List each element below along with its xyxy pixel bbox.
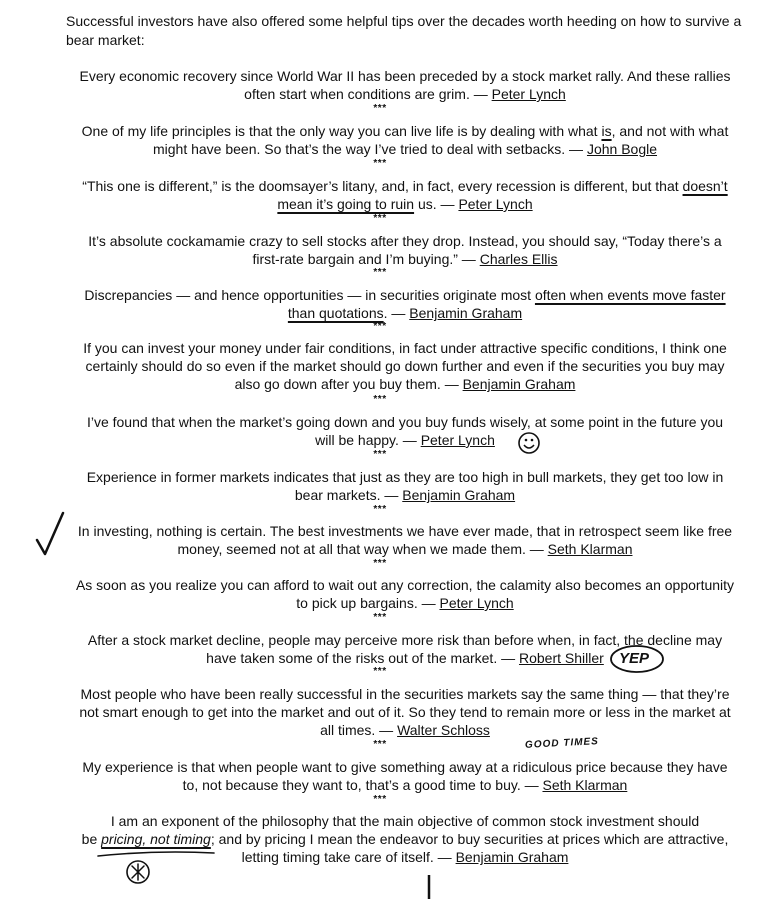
separator: *** <box>373 394 387 405</box>
separator: *** <box>373 739 387 750</box>
quote-walter-schloss: Most people who have been really successful in the securities markets say the same thing — that they’re not smart enough to get into the market and out of it. So they tend to remain more or less in the market at all times. — Walter Schloss <box>79 686 731 738</box>
checkmark-icon <box>34 510 66 556</box>
author-name: Peter Lynch <box>491 86 566 102</box>
quote-seth-klarman-1: In investing, nothing is certain. The best investments we have ever made, that in retrospect seem like free money, seemed not at all that way when we made them. — Seth Klarman <box>77 523 733 557</box>
quote-charles-ellis: It’s absolute cockamamie crazy to sell stocks after they drop. Instead, you should say, “Today there’s a first-rate bargain and I’m buying.” — Charles Ellis <box>88 233 722 267</box>
separator: *** <box>373 267 387 278</box>
quote-peter-lynch-1: Every economic recovery since World War II has been preceded by a stock market rally. And these rallies often start when conditions are grim. — Peter Lynch <box>79 68 731 102</box>
yep-annotation <box>609 644 665 674</box>
separator: *** <box>373 612 387 623</box>
author-name: Peter Lynch <box>458 196 533 212</box>
smiley-face-icon <box>517 431 541 455</box>
quote-benjamin-graham-3: Experience in former markets indicates that just as they are too high in bull markets, they get too low in bear markets. — Benjamin Graham <box>86 469 724 503</box>
author-name: Benjamin Graham <box>455 849 569 865</box>
separator: *** <box>373 504 387 515</box>
quote-benjamin-graham-1: Discrepancies — and hence opportunities — in securities originate most often when events move faster than quotations. — Benjamin Graham <box>84 287 726 321</box>
quote-benjamin-graham-2: If you can invest your money under fair conditions, in fact under attractive specific conditions, I think one certainly should do so even if the market should go down further and even if the securities you buy may also go down after you buy them. — Benjamin Graham <box>83 340 727 392</box>
handwritten-underline: doesn’t <box>682 178 728 194</box>
author-name: Seth Klarman <box>542 777 628 793</box>
separator: *** <box>373 558 387 569</box>
vertical-line-mark <box>426 874 432 900</box>
separator: *** <box>373 103 387 114</box>
good-times-annotation: GOOD TIMES <box>524 736 600 751</box>
separator: *** <box>373 666 387 677</box>
handwritten-underline: pricing, not timing <box>101 831 211 847</box>
author-name: Benjamin Graham <box>462 376 576 392</box>
quote-benjamin-graham-4: I am an exponent of the philosophy that the main objective of common stock investment should be pricing, not timing; and by pricing I mean the endeavor to buy securities at prices which are attractive, letting timing take care of itself. — Benjamin Graham <box>81 813 729 865</box>
quote-john-bogle: One of my life principles is that the only way you can live life is by dealing with what is, and not with what might have been. So that’s the way I’ve tried to deal with setbacks. — John Bogle <box>81 123 729 157</box>
author-name: Peter Lynch <box>420 432 495 448</box>
quote-peter-lynch-2: “This one is different,” is the doomsayer’s litany, and, in fact, every recession is different, but that doesn’t mean it’s going to ruin us. — Peter Lynch <box>82 178 728 212</box>
separator: *** <box>373 213 387 224</box>
separator: *** <box>373 449 387 460</box>
author-name: Robert Shiller <box>518 650 604 666</box>
author-name: Benjamin Graham <box>402 487 516 503</box>
separator: *** <box>373 158 387 169</box>
author-name: Walter Schloss <box>397 722 490 738</box>
quote-robert-shiller: After a stock market decline, people may perceive more risk than before when, in fact, the decline may have taken some of the risks out of the market. — Robert Shiller <box>87 632 723 666</box>
quote-peter-lynch-3: I’ve found that when the market’s going down and you buy funds wisely, at some point in the future you will be happy. — Peter Lynch <box>86 414 724 448</box>
author-name: Charles Ellis <box>479 251 558 267</box>
quote-peter-lynch-4: As soon as you realize you can afford to wait out any correction, the calamity also becomes an opportunity to pick up bargains. — Peter Lynch <box>75 577 735 611</box>
yep-text: YEP <box>619 650 650 667</box>
author-name: Peter Lynch <box>439 595 514 611</box>
handwritten-underline: mean it’s going to ruin <box>277 196 415 212</box>
quote-seth-klarman-2: My experience is that when people want to give something away at a ridiculous price because they have to, not because they want to, that’s a good time to buy. — Seth Klarman <box>82 759 728 793</box>
author-name: Seth Klarman <box>547 541 633 557</box>
pen-underline-scribble-icon <box>96 848 216 860</box>
separator: *** <box>373 794 387 805</box>
handwritten-underline: often when events move faster <box>534 287 726 303</box>
handwritten-underline: is <box>601 123 612 139</box>
author-name: John Bogle <box>586 141 658 157</box>
intro-paragraph: Successful investors have also offered some helpful tips over the decades worth heeding on how to survive a bear market: <box>66 13 742 48</box>
author-name: Benjamin Graham <box>409 305 523 321</box>
handwritten-underline: than quotations <box>287 305 384 321</box>
star-circle-icon <box>124 858 152 886</box>
separator: *** <box>373 321 387 332</box>
